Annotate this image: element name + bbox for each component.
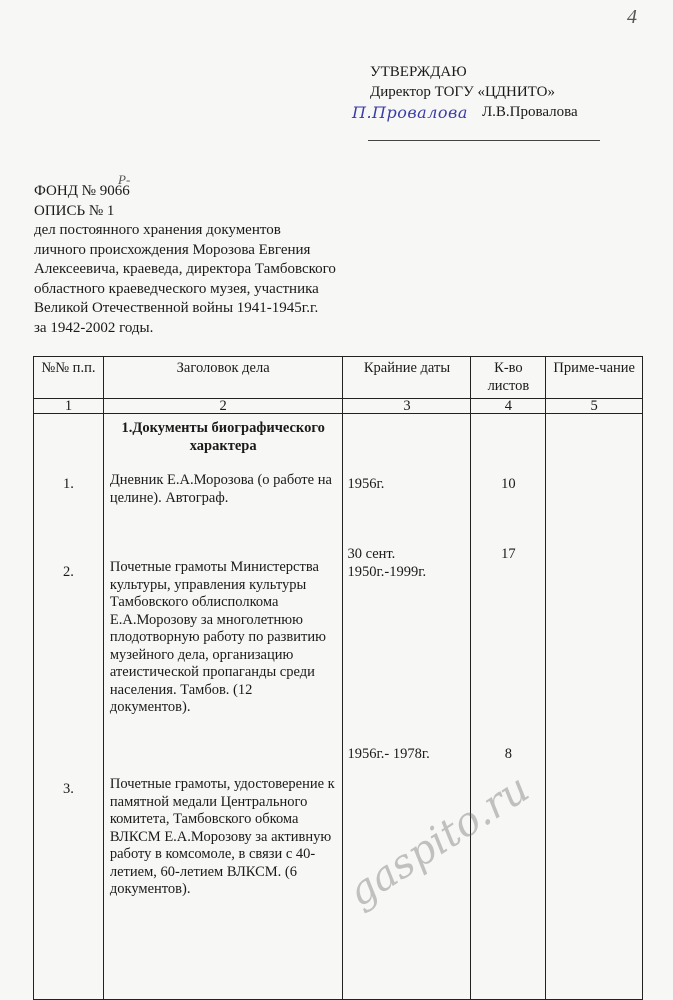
approval-name: Л.В.Провалова: [482, 104, 578, 120]
header-note: Приме-чание: [546, 357, 643, 399]
header-number: №№ п.п.: [34, 357, 104, 399]
column-number: 4: [471, 399, 546, 414]
signature-line: [368, 140, 600, 141]
row-dates: 30 сент. 1950г.-1999г.: [347, 546, 427, 580]
fund-label: ФОНД № 9066: [34, 183, 130, 199]
fund-header: [34, 172, 336, 338]
watermark: gaspito.ru: [339, 765, 538, 916]
row-number: 3.: [63, 781, 74, 797]
row-sheets: 10: [501, 476, 516, 492]
section-title: 1.Документы биографического характера: [121, 420, 325, 454]
fund-stamp: Р-: [118, 172, 131, 187]
row-number: 1.: [63, 476, 74, 492]
row-dates: 1956г.: [347, 476, 385, 492]
table-body-row: [34, 414, 643, 1000]
inventory-label: ОПИСЬ № 1: [34, 202, 115, 219]
column-number: 5: [546, 399, 643, 414]
signature: П.Провалова: [352, 103, 468, 122]
row-title: Почетные грамоты Министерства культуры, управления культуры Тамбовского облисполкома Е.А.Морозову за многолетнюю плодотворную работу по развитию музейного дела, организацию атеистической пропаганды среди населения. Тамбов. (12 документов).: [109, 559, 326, 715]
number-cell: [34, 414, 104, 1000]
approval-block: [352, 62, 578, 122]
header-title: Заголовок дела: [103, 357, 343, 399]
column-number: 1: [34, 399, 104, 414]
row-dates: 1956г.- 1978г.: [347, 746, 430, 762]
sheets-cell: [471, 414, 546, 1000]
row-number: 2.: [63, 563, 74, 580]
title-cell: [103, 414, 343, 1000]
row-title: Дневник Е.А.Морозова (о работе на целине). Автограф.: [109, 472, 332, 506]
column-number: 2: [103, 399, 343, 414]
column-number: 3: [343, 399, 471, 414]
approval-position: Директор ТОГУ «ЦДНИТО»: [370, 84, 555, 100]
note-cell: [546, 414, 643, 1000]
row-title: Почетные грамоты, удостоверение к памятной медали Центрального комитета, Тамбовского обкома ВЛКСМ Е.А.Морозову за активную работу в комсомоле, в связи с 40-летием, 60-летием ВЛКСМ. (6 документов).: [109, 776, 335, 897]
inventory-description: дел постоянного хранения документов личного происхождения Морозова Евгения Алексеевича, краеведа, директора Тамбовского областного краеведческого музея, участника Великой Отечественной войны 1941-1945г.г. за 1942-2002 годы.: [34, 222, 336, 336]
table-header-row: [34, 357, 643, 399]
row-sheets: 17: [501, 546, 516, 562]
column-number-row: [34, 399, 643, 414]
row-sheets: 8: [504, 746, 513, 762]
page-number: 4: [627, 6, 637, 28]
header-dates: Крайние даты: [343, 357, 471, 399]
header-sheets: К-во листов: [471, 357, 546, 399]
inventory-table: [33, 356, 643, 1000]
approval-heading: УТВЕРЖДАЮ: [370, 64, 467, 80]
